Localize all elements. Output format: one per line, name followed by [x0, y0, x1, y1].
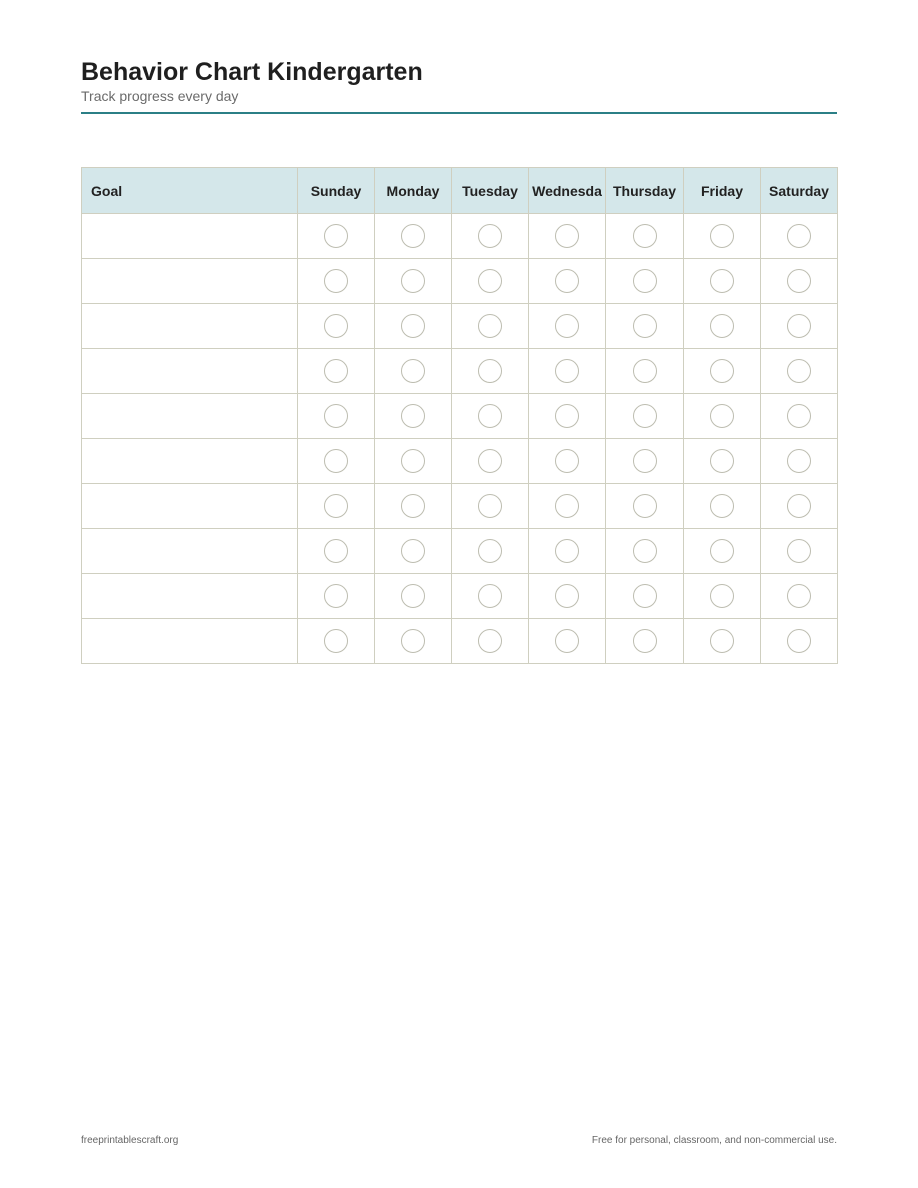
day-cell — [529, 259, 606, 304]
checkbox-circle-icon[interactable] — [787, 224, 811, 248]
checkbox-circle-icon[interactable] — [478, 539, 502, 563]
day-cell — [684, 214, 761, 259]
table-row — [82, 574, 838, 619]
checkbox-circle-icon[interactable] — [324, 494, 348, 518]
day-cell — [761, 574, 838, 619]
day-header-friday: Friday — [684, 168, 761, 214]
page-subtitle: Track progress every day — [81, 88, 239, 104]
day-cell — [684, 304, 761, 349]
table-row — [82, 349, 838, 394]
checkbox-circle-icon[interactable] — [710, 314, 734, 338]
goal-cell[interactable] — [82, 439, 298, 484]
day-header-wednesday: Wednesda — [529, 168, 606, 214]
checkbox-circle-icon[interactable] — [478, 629, 502, 653]
day-cell — [452, 529, 529, 574]
day-cell — [761, 304, 838, 349]
day-cell — [298, 529, 375, 574]
checkbox-circle-icon[interactable] — [401, 269, 425, 293]
day-cell — [298, 394, 375, 439]
day-cell — [761, 619, 838, 664]
checkbox-circle-icon[interactable] — [787, 314, 811, 338]
checkbox-circle-icon[interactable] — [710, 269, 734, 293]
checkbox-circle-icon[interactable] — [633, 359, 657, 383]
day-cell — [761, 484, 838, 529]
table-row — [82, 619, 838, 664]
table-row — [82, 214, 838, 259]
checkbox-circle-icon[interactable] — [555, 494, 579, 518]
checkbox-circle-icon[interactable] — [787, 449, 811, 473]
checkbox-circle-icon[interactable] — [478, 494, 502, 518]
checkbox-circle-icon[interactable] — [401, 494, 425, 518]
day-header-sunday: Sunday — [298, 168, 375, 214]
checkbox-circle-icon[interactable] — [633, 269, 657, 293]
page-title: Behavior Chart Kindergarten — [81, 58, 423, 86]
checkbox-circle-icon[interactable] — [710, 449, 734, 473]
day-cell — [684, 574, 761, 619]
day-cell — [529, 619, 606, 664]
goal-cell[interactable] — [82, 529, 298, 574]
day-cell — [375, 484, 452, 529]
checkbox-circle-icon[interactable] — [478, 449, 502, 473]
day-cell — [452, 394, 529, 439]
goal-cell[interactable] — [82, 259, 298, 304]
day-cell — [375, 394, 452, 439]
checkbox-circle-icon[interactable] — [478, 269, 502, 293]
checkbox-circle-icon[interactable] — [787, 539, 811, 563]
checkbox-circle-icon[interactable] — [478, 584, 502, 608]
checkbox-circle-icon[interactable] — [324, 539, 348, 563]
day-cell — [452, 439, 529, 484]
day-cell — [684, 259, 761, 304]
checkbox-circle-icon[interactable] — [401, 224, 425, 248]
checkbox-circle-icon[interactable] — [478, 404, 502, 428]
day-cell — [761, 529, 838, 574]
checkbox-circle-icon[interactable] — [555, 314, 579, 338]
checkbox-circle-icon[interactable] — [710, 539, 734, 563]
checkbox-circle-icon[interactable] — [324, 629, 348, 653]
checkbox-circle-icon[interactable] — [555, 404, 579, 428]
table-row — [82, 259, 838, 304]
checkbox-circle-icon[interactable] — [787, 269, 811, 293]
day-cell — [606, 619, 684, 664]
checkbox-circle-icon[interactable] — [710, 359, 734, 383]
checkbox-circle-icon[interactable] — [555, 539, 579, 563]
goal-cell[interactable] — [82, 349, 298, 394]
day-cell — [529, 214, 606, 259]
checkbox-circle-icon[interactable] — [633, 629, 657, 653]
table-body — [82, 214, 838, 664]
day-cell — [606, 394, 684, 439]
checkbox-circle-icon[interactable] — [478, 314, 502, 338]
day-cell — [684, 529, 761, 574]
checkbox-circle-icon[interactable] — [710, 629, 734, 653]
day-cell — [606, 259, 684, 304]
checkbox-circle-icon[interactable] — [710, 224, 734, 248]
table-row — [82, 304, 838, 349]
day-cell — [529, 304, 606, 349]
checkbox-circle-icon[interactable] — [555, 584, 579, 608]
day-cell — [452, 484, 529, 529]
checkbox-circle-icon[interactable] — [401, 629, 425, 653]
day-cell — [375, 214, 452, 259]
day-cell — [684, 349, 761, 394]
day-cell — [452, 304, 529, 349]
checkbox-circle-icon[interactable] — [324, 404, 348, 428]
goal-cell[interactable] — [82, 304, 298, 349]
day-cell — [298, 619, 375, 664]
day-cell — [529, 394, 606, 439]
checkbox-circle-icon[interactable] — [787, 359, 811, 383]
table-row — [82, 394, 838, 439]
footer-site: freeprintablescraft.org — [81, 1135, 179, 1146]
day-cell — [375, 529, 452, 574]
checkbox-circle-icon[interactable] — [324, 584, 348, 608]
day-cell — [452, 574, 529, 619]
checkbox-circle-icon[interactable] — [555, 269, 579, 293]
day-cell — [298, 304, 375, 349]
goal-cell[interactable] — [82, 394, 298, 439]
table-header-row — [82, 168, 838, 214]
day-cell — [761, 394, 838, 439]
day-header-tuesday: Tuesday — [452, 168, 529, 214]
day-cell — [684, 439, 761, 484]
checkbox-circle-icon[interactable] — [324, 314, 348, 338]
footer-license: Free for personal, classroom, and non-commercial use. — [591, 1135, 837, 1146]
goal-cell[interactable] — [82, 574, 298, 619]
day-cell — [529, 529, 606, 574]
checkbox-circle-icon[interactable] — [401, 404, 425, 428]
behavior-chart-table — [81, 167, 838, 664]
day-cell — [606, 574, 684, 619]
checkbox-circle-icon[interactable] — [324, 359, 348, 383]
day-cell — [529, 349, 606, 394]
checkbox-circle-icon[interactable] — [555, 629, 579, 653]
checkbox-circle-icon[interactable] — [710, 404, 734, 428]
checkbox-circle-icon[interactable] — [324, 449, 348, 473]
checkbox-circle-icon[interactable] — [787, 494, 811, 518]
day-cell — [375, 259, 452, 304]
day-cell — [298, 349, 375, 394]
checkbox-circle-icon[interactable] — [324, 224, 348, 248]
day-cell — [529, 484, 606, 529]
checkbox-circle-icon[interactable] — [401, 539, 425, 563]
goal-cell[interactable] — [82, 619, 298, 664]
day-cell — [529, 574, 606, 619]
day-cell — [452, 214, 529, 259]
day-cell — [298, 214, 375, 259]
checkbox-circle-icon[interactable] — [478, 224, 502, 248]
day-cell — [298, 574, 375, 619]
day-cell — [606, 214, 684, 259]
checkbox-circle-icon[interactable] — [633, 584, 657, 608]
checkbox-circle-icon[interactable] — [710, 494, 734, 518]
checkbox-circle-icon[interactable] — [401, 449, 425, 473]
day-cell — [375, 439, 452, 484]
checkbox-circle-icon[interactable] — [710, 584, 734, 608]
checkbox-circle-icon[interactable] — [633, 539, 657, 563]
day-cell — [452, 619, 529, 664]
checkbox-circle-icon[interactable] — [633, 449, 657, 473]
checkbox-circle-icon[interactable] — [555, 449, 579, 473]
day-header-monday: Monday — [375, 168, 452, 214]
day-cell — [684, 484, 761, 529]
checkbox-circle-icon[interactable] — [478, 359, 502, 383]
checkbox-circle-icon[interactable] — [555, 359, 579, 383]
day-cell — [298, 439, 375, 484]
day-cell — [684, 619, 761, 664]
day-cell — [298, 259, 375, 304]
day-header-thursday: Thursday — [606, 168, 684, 214]
day-cell — [452, 349, 529, 394]
day-cell — [375, 304, 452, 349]
table-row — [82, 484, 838, 529]
day-cell — [375, 349, 452, 394]
table-row — [82, 439, 838, 484]
checkbox-circle-icon[interactable] — [401, 584, 425, 608]
day-cell — [606, 484, 684, 529]
goal-column-header: Goal — [82, 168, 298, 214]
day-cell — [761, 349, 838, 394]
checkbox-circle-icon[interactable] — [555, 224, 579, 248]
checkbox-circle-icon[interactable] — [787, 629, 811, 653]
checkbox-circle-icon[interactable] — [787, 584, 811, 608]
day-cell — [375, 574, 452, 619]
checkbox-circle-icon[interactable] — [633, 494, 657, 518]
day-cell — [606, 304, 684, 349]
day-cell — [606, 529, 684, 574]
day-cell — [375, 619, 452, 664]
day-cell — [761, 259, 838, 304]
checkbox-circle-icon[interactable] — [401, 314, 425, 338]
checkbox-circle-icon[interactable] — [787, 404, 811, 428]
header-divider — [81, 112, 837, 114]
day-cell — [684, 394, 761, 439]
checkbox-circle-icon[interactable] — [633, 404, 657, 428]
checkbox-circle-icon[interactable] — [633, 314, 657, 338]
day-cell — [529, 439, 606, 484]
day-cell — [761, 214, 838, 259]
page-header — [81, 57, 837, 105]
checkbox-circle-icon[interactable] — [633, 224, 657, 248]
day-cell — [606, 439, 684, 484]
day-cell — [606, 349, 684, 394]
checkbox-circle-icon[interactable] — [401, 359, 425, 383]
goal-cell[interactable] — [82, 484, 298, 529]
table-row — [82, 529, 838, 574]
day-header-saturday: Saturday — [761, 168, 838, 214]
day-cell — [452, 259, 529, 304]
day-cell — [761, 439, 838, 484]
goal-cell[interactable] — [82, 214, 298, 259]
day-cell — [298, 484, 375, 529]
checkbox-circle-icon[interactable] — [324, 269, 348, 293]
